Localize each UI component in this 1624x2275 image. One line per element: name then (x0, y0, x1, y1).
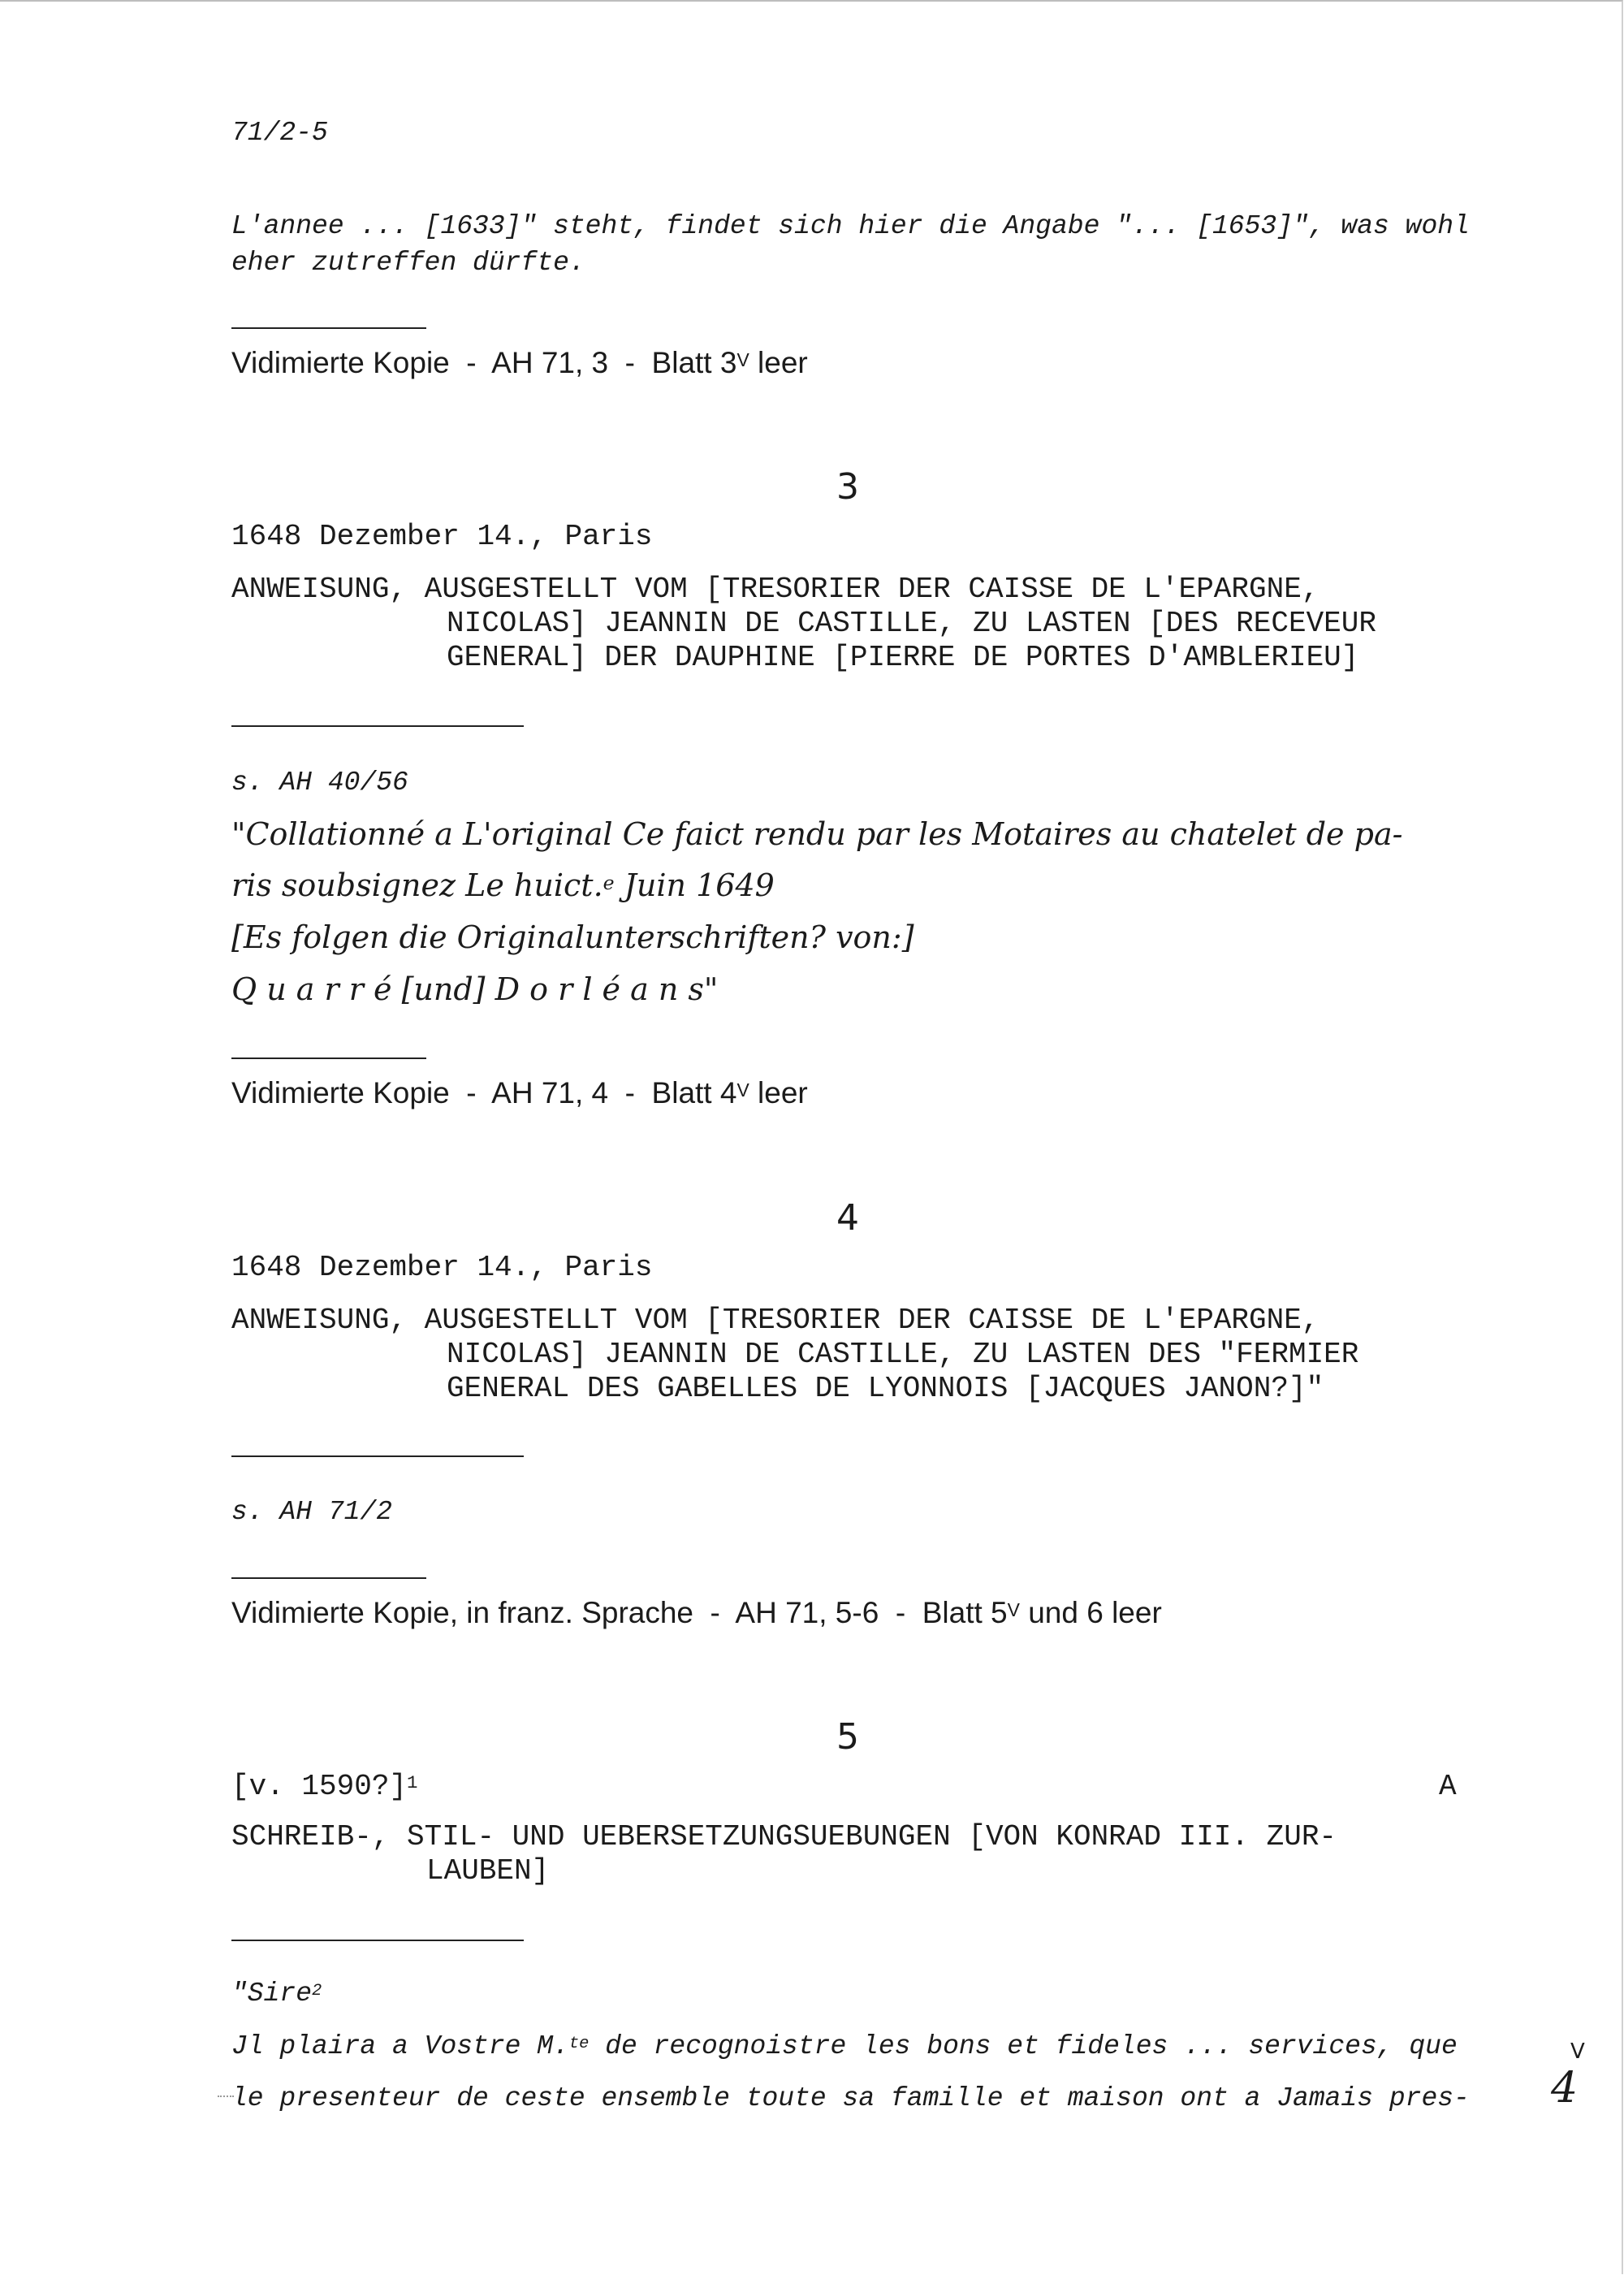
entry-4-title-line-1: ANWEISUNG, AUSGESTELLT VOM [TRESORIER DER CAISSE DE L'EPARGNE, (231, 1304, 1320, 1337)
entry-3-quote-line-1: "Collationné a L'original Ce faict rendu par les Motaires au chatelet de pa- (231, 816, 1403, 852)
entry-3-quote-line-3: [Es folgen die Originalunterschriften? von:] (231, 919, 914, 955)
entry-5-title-line-1: SCHREIB-, STIL- UND UEBERSETZUNGSUEBUNGEN [VON KONRAD III. ZUR- (231, 1820, 1337, 1853)
copy-note-entry-2: Vidimierte Kopie - AH 71, 3 - Blatt $3^V$ leer (231, 346, 808, 379)
entry-3-title-line-2: NICOLAS] JEANNIN DE CASTILLE, ZU LASTEN [DES RECEVEUR (447, 607, 1376, 640)
entry-number-5: 5 (836, 1716, 859, 1758)
divider (231, 1577, 426, 1579)
entry-3-quote-line-4: Q u a r r é [und] D o r l é a n s" (231, 971, 719, 1007)
divider (231, 327, 426, 329)
entry-5-text-line-1: Jl plaira a Vostre M.$^{te}$ de recognoistre les bons et fideles ... services, que (231, 2031, 1458, 2061)
divider (231, 725, 524, 727)
entry-5-salutation: "Sire$^2$ (231, 1979, 322, 2009)
entry-4-title-line-3: GENERAL DES GABELLES DE LYONNOIS [JACQUES JANON?]" (447, 1372, 1324, 1405)
divider (231, 1057, 426, 1059)
entry-3-quote-line-2: ris soubsignez Le huict.$^e$ Juin 1649 (231, 867, 775, 903)
intro-line-2: eher zutreffen dürfte. (231, 248, 585, 278)
divider (231, 1940, 524, 1941)
entry-5-text-line-2: le presenteur de ceste ensemble toute sa famille et maison ont a Jamais pres- (231, 2083, 1470, 2113)
entry-5-title-line-2: LAUBEN] (426, 1854, 550, 1888)
entry-3-reference: s. AH 40/56 (231, 768, 408, 798)
copy-note-entry-3: Vidimierte Kopie - AH 71, 4 - Blatt $4^V$ leer (231, 1076, 808, 1109)
intro-line-1: L'annee ... [1633]" steht, findet sich hier die Angabe "... [1653]", was wohl (231, 211, 1470, 241)
entry-5-date: [v. 1590?]$^1$ (231, 1770, 418, 1803)
entry-3-title-line-1: ANWEISUNG, AUSGESTELLT VOM [TRESORIER DER CAISSE DE L'EPARGNE, (231, 573, 1320, 606)
entry-3-date: 1648 Dezember 14., Paris (231, 520, 653, 553)
entry-number-3: 3 (836, 466, 859, 508)
copy-note-entry-4: Vidimierte Kopie, in franz. Sprache - AH 71, 5-6 - Blatt $5^V$ und 6 leer (231, 1596, 1162, 1629)
divider (231, 1455, 524, 1457)
page-corner-sup: V (1570, 2039, 1585, 2064)
entry-3-title-line-3: GENERAL] DER DAUPHINE [PIERRE DE PORTES D'AMBLERIEU] (447, 641, 1359, 674)
entry-5-marker: A (1439, 1770, 1457, 1803)
entry-number-4: 4 (836, 1197, 859, 1239)
entry-4-title-line-2: NICOLAS] JEANNIN DE CASTILLE, ZU LASTEN DES "FERMIER (447, 1338, 1359, 1371)
margin-mark (218, 2096, 234, 2097)
page-corner-number: 4 (1551, 2064, 1579, 2113)
page-header: 71/2-5 (231, 118, 328, 148)
entry-4-reference: s. AH 71/2 (231, 1497, 393, 1527)
entry-4-date: 1648 Dezember 14., Paris (231, 1251, 653, 1284)
